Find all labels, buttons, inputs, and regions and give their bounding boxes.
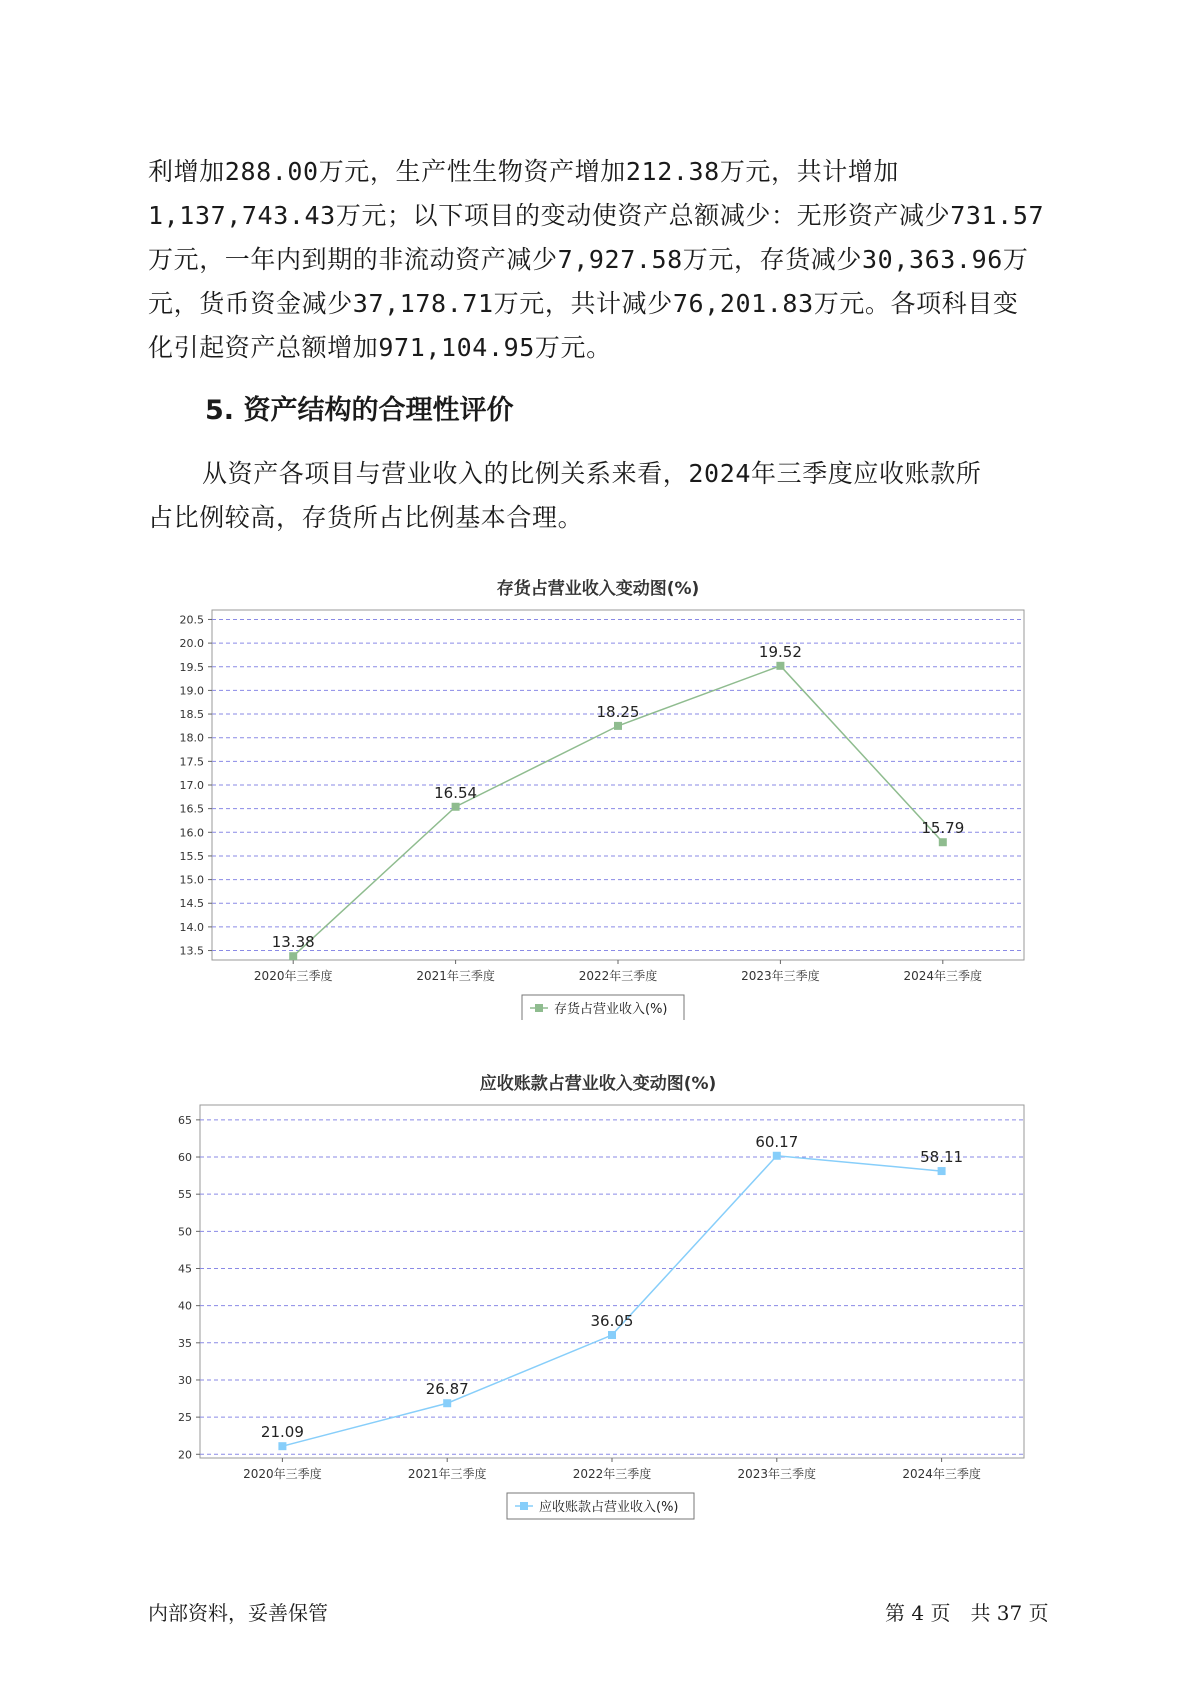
paragraph-structure-evaluation <box>148 452 1053 540</box>
x-tick-label: 2021年三季度 <box>407 1467 487 1481</box>
data-point <box>289 952 297 960</box>
y-tick-label: 25 <box>178 1411 192 1425</box>
data-point <box>776 662 784 670</box>
receivables-ratio-chart-svg <box>0 1065 1191 1525</box>
legend-marker <box>520 1502 528 1510</box>
section-heading: 5. 资产结构的合理性评价 <box>205 395 514 426</box>
footer-confidential-note: 内部资料，妥善保管 <box>148 1601 328 1625</box>
x-tick-label: 2023年三季度 <box>741 969 820 983</box>
y-tick-label: 60 <box>178 1151 192 1165</box>
data-point <box>939 838 947 846</box>
plot-area <box>200 1105 1024 1458</box>
y-tick-label: 20.0 <box>179 637 204 651</box>
x-tick-label: 2021年三季度 <box>416 969 495 983</box>
x-tick-label: 2022年三季度 <box>578 969 658 983</box>
text-line: 元，货币资金减少37,178.71万元，共计减少76,201.83万元。各项科目变 <box>148 289 1019 318</box>
y-tick-label: 15.0 <box>179 873 204 887</box>
legend-label: 应收账款占营业收入(%) <box>539 1500 679 1515</box>
y-tick-label: 14.5 <box>179 897 204 911</box>
data-point <box>443 1399 451 1407</box>
x-tick-label: 2023年三季度 <box>737 1467 817 1481</box>
inventory-ratio-chart <box>0 570 1191 1024</box>
y-tick-label: 35 <box>178 1336 192 1350</box>
y-tick-label: 40 <box>178 1299 192 1313</box>
y-tick-label: 19.0 <box>179 684 204 698</box>
y-tick-label: 17.5 <box>179 755 204 769</box>
y-tick-label: 13.5 <box>179 944 204 958</box>
data-point <box>278 1442 286 1450</box>
text-line: 1,137,743.43万元；以下项目的变动使资产总额减少：无形资产减少731.57 <box>148 201 1045 230</box>
y-tick-label: 20 <box>178 1448 192 1462</box>
text-line: 万元，一年内到期的非流动资产减少7,927.58万元，存货减少30,363.96万 <box>148 245 1029 274</box>
y-tick-label: 16.5 <box>179 802 204 816</box>
x-tick-label: 2024年三季度 <box>902 1467 981 1481</box>
data-label: 15.79 <box>921 819 965 838</box>
y-tick-label: 18.0 <box>179 731 204 745</box>
data-label: 21.09 <box>260 1423 304 1442</box>
text-line: 占比例较高，存货所占比例基本合理。 <box>148 503 584 532</box>
x-tick-label: 2024年三季度 <box>903 969 983 983</box>
data-label: 58.11 <box>920 1148 964 1167</box>
receivables-ratio-chart <box>0 1065 1191 1529</box>
chart-title: 应收账款占营业收入变动图(%) <box>479 1074 717 1094</box>
x-tick-label: 2020年三季度 <box>243 1467 322 1481</box>
data-point <box>608 1331 616 1339</box>
y-tick-label: 45 <box>178 1262 192 1276</box>
y-tick-label: 19.5 <box>179 660 204 674</box>
y-tick-label: 18.5 <box>179 708 204 722</box>
paragraph-asset-change <box>148 150 1053 370</box>
data-label: 18.25 <box>596 702 640 721</box>
legend-label: 存货占营业收入(%) <box>554 1002 668 1017</box>
footer-page-number: 第 4 页 共 37 页 <box>885 1601 1049 1625</box>
data-point <box>773 1152 781 1160</box>
data-point <box>452 803 460 811</box>
y-tick-label: 55 <box>178 1188 192 1202</box>
text-line: 化引起资产总额增加971,104.95万元。 <box>148 333 612 362</box>
data-label: 16.54 <box>434 783 478 802</box>
data-point <box>614 722 622 730</box>
y-tick-label: 16.0 <box>179 826 204 840</box>
y-tick-label: 17.0 <box>179 779 204 792</box>
y-tick-label: 15.5 <box>179 849 204 863</box>
inventory-ratio-chart-svg <box>0 570 1191 1020</box>
data-label: 60.17 <box>755 1132 799 1151</box>
y-tick-label: 65 <box>178 1113 192 1127</box>
chart-title: 存货占营业收入变动图(%) <box>496 579 700 599</box>
y-tick-label: 14.0 <box>179 920 204 934</box>
text-line: 从资产各项目与营业收入的比例关系来看，2024年三季度应收账款所 <box>202 459 982 488</box>
legend-marker <box>535 1004 543 1012</box>
data-label: 13.38 <box>271 933 315 952</box>
y-tick-label: 50 <box>178 1225 192 1239</box>
x-tick-label: 2022年三季度 <box>572 1467 652 1481</box>
y-tick-label: 20.5 <box>179 613 204 627</box>
x-tick-label: 2020年三季度 <box>253 969 333 983</box>
text-line: 利增加288.00万元，生产性生物资产增加212.38万元，共计增加 <box>148 157 900 186</box>
data-label: 26.87 <box>425 1380 469 1399</box>
data-label: 19.52 <box>758 642 802 661</box>
data-point <box>938 1167 946 1175</box>
data-label: 36.05 <box>590 1312 634 1331</box>
y-tick-label: 30 <box>178 1373 192 1387</box>
